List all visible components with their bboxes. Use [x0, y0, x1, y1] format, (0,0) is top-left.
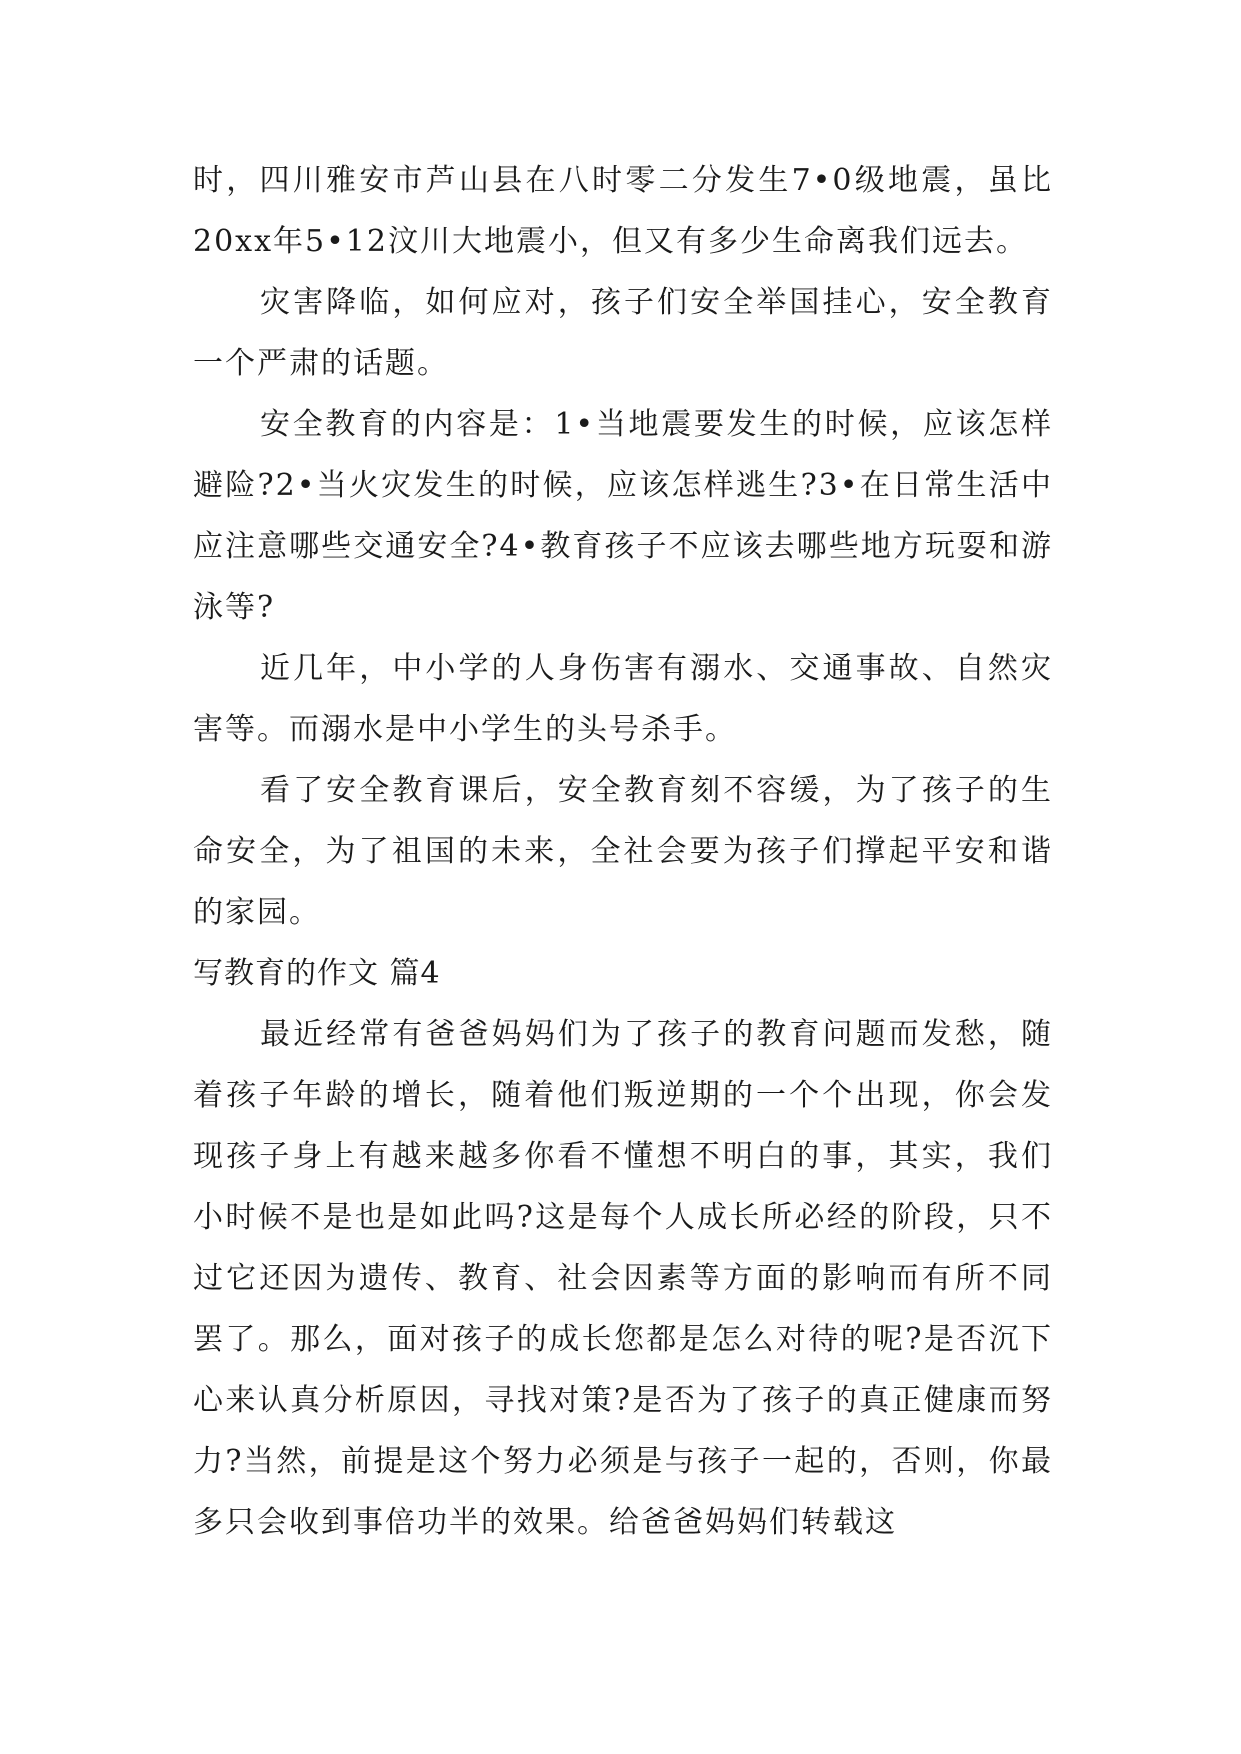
paragraph-earthquake-continued: 时，四川雅安市芦山县在八时零二分发生7•0级地震，虽比20xx年5•12汶川大地震小，但又有多少生命离我们远去。: [193, 163, 1053, 259]
paragraph-parents: 最近经常有爸爸妈妈们为了孩子的教育问题而发愁，随着孩子年龄的增长，随着他们叛逆期的一个个出现，你会发现孩子身上有越来越多你看不懂想不明白的事，其实，我们小时候不是也是如此吗?这是每个人成长所必经的阶段，只不过它还因为遗传、教育、社会因素等方面的影响而有所不同罢了。那么，面对孩子的成长您都是怎么对待的呢?是否沉下心来认真分析原因，寻找对策?是否为了孩子的真正健康而努力?当然，前提是这个努力必须是与孩子一起的，否则，你最多只会收到事倍功半的效果。给爸爸妈妈们转载这: [193, 1017, 1053, 1540]
paragraph-conclusion: 看了安全教育课后，安全教育刻不容缓，为了孩子的生命安全，为了祖国的未来，全社会要为孩子们撑起平安和谐的家园。: [193, 773, 1053, 930]
document-page: [193, 150, 1053, 1553]
paragraph-safety-content: 安全教育的内容是：1•当地震要发生的时候，应该怎样避险?2•当火灾发生的时候，应该怎样逃生?3•在日常生活中应注意哪些交通安全?4•教育孩子不应该去哪些地方玩耍和游泳等?: [193, 407, 1053, 625]
section-heading: 写教育的作文 篇4: [193, 956, 441, 991]
paragraph-injuries: 近几年，中小学的人身伤害有溺水、交通事故、自然灾害等。而溺水是中小学生的头号杀手。: [193, 651, 1053, 747]
paragraph-disaster: 灾害降临，如何应对，孩子们安全举国挂心，安全教育一个严肃的话题。: [193, 285, 1053, 381]
